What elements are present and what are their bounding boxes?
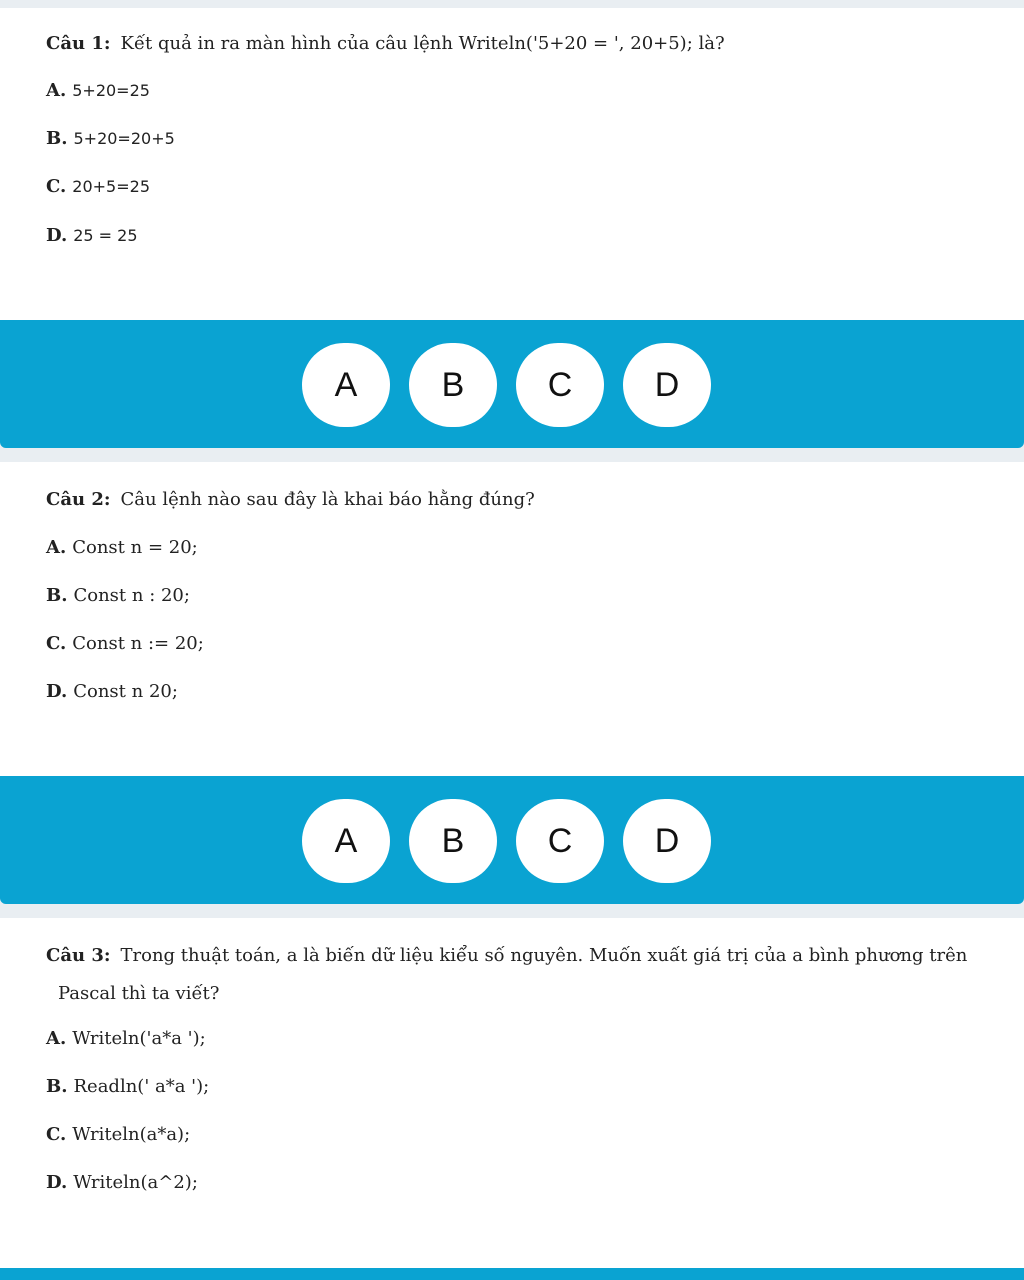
option-a xyxy=(46,1027,206,1051)
question-text-continued: Pascal thì ta viết? xyxy=(58,983,220,1004)
option-d xyxy=(46,680,178,704)
option-value: 25 = 25 xyxy=(73,226,138,245)
answer-button-b[interactable]: B xyxy=(409,799,497,883)
answer-button-d[interactable]: D xyxy=(623,799,711,883)
option-value: Const n = 20; xyxy=(72,537,198,558)
option-b xyxy=(46,584,190,608)
question-text xyxy=(46,484,984,516)
option-value: 20+5=25 xyxy=(72,177,150,196)
option-letter: A. xyxy=(46,80,67,101)
question-text xyxy=(46,28,984,60)
option-value: Writeln(a^2); xyxy=(73,1172,198,1193)
option-letter: A. xyxy=(46,1028,67,1049)
option-c xyxy=(46,175,150,199)
option-value: Writeln(a*a); xyxy=(72,1124,191,1145)
question-card-3 xyxy=(0,918,1024,1268)
option-value: Const n := 20; xyxy=(72,633,204,654)
answer-bar-2 xyxy=(0,776,1024,904)
answer-button-a[interactable]: A xyxy=(302,343,390,427)
option-letter: A. xyxy=(46,537,67,558)
option-b xyxy=(46,127,175,151)
answer-bar-1 xyxy=(0,320,1024,448)
option-d xyxy=(46,1171,198,1195)
option-a xyxy=(46,536,198,560)
option-letter: C. xyxy=(46,1124,67,1145)
question-prompt: Kết quả in ra màn hình của câu lệnh Writeln('5+20 = ', 20+5); là? xyxy=(120,33,725,54)
question-card-2 xyxy=(0,462,1024,776)
option-letter: D. xyxy=(46,681,68,702)
answer-button-c[interactable]: C xyxy=(516,799,604,883)
option-letter: C. xyxy=(46,176,67,197)
option-value: 5+20=20+5 xyxy=(73,129,175,148)
option-letter: D. xyxy=(46,225,68,246)
question-number: Câu 3: xyxy=(46,945,111,966)
question-prompt: Trong thuật toán, a là biến dữ liệu kiểu số nguyên. Muốn xuất giá trị của a bình phương trên xyxy=(120,945,968,966)
option-a xyxy=(46,79,150,103)
question-text xyxy=(46,940,984,972)
answer-button-c[interactable]: C xyxy=(516,343,604,427)
question-prompt: Câu lệnh nào sau đây là khai báo hằng đúng? xyxy=(120,489,535,510)
answer-bar-3-edge xyxy=(0,1268,1024,1280)
option-value: Const n 20; xyxy=(73,681,178,702)
option-d xyxy=(46,224,138,248)
answer-button-a[interactable]: A xyxy=(302,799,390,883)
option-letter: B. xyxy=(46,128,68,149)
option-letter: D. xyxy=(46,1172,68,1193)
option-value: Writeln('a*a '); xyxy=(72,1028,206,1049)
option-value: 5+20=25 xyxy=(72,81,150,100)
question-number: Câu 1: xyxy=(46,33,111,54)
option-b xyxy=(46,1075,209,1099)
answer-button-b[interactable]: B xyxy=(409,343,497,427)
option-letter: C. xyxy=(46,633,67,654)
option-value: Readln(' a*a '); xyxy=(73,1076,210,1097)
question-card-1 xyxy=(0,8,1024,320)
option-letter: B. xyxy=(46,1076,68,1097)
option-letter: B. xyxy=(46,585,68,606)
option-c xyxy=(46,632,204,656)
answer-button-d[interactable]: D xyxy=(623,343,711,427)
option-c xyxy=(46,1123,190,1147)
option-value: Const n : 20; xyxy=(73,585,190,606)
question-number: Câu 2: xyxy=(46,489,111,510)
